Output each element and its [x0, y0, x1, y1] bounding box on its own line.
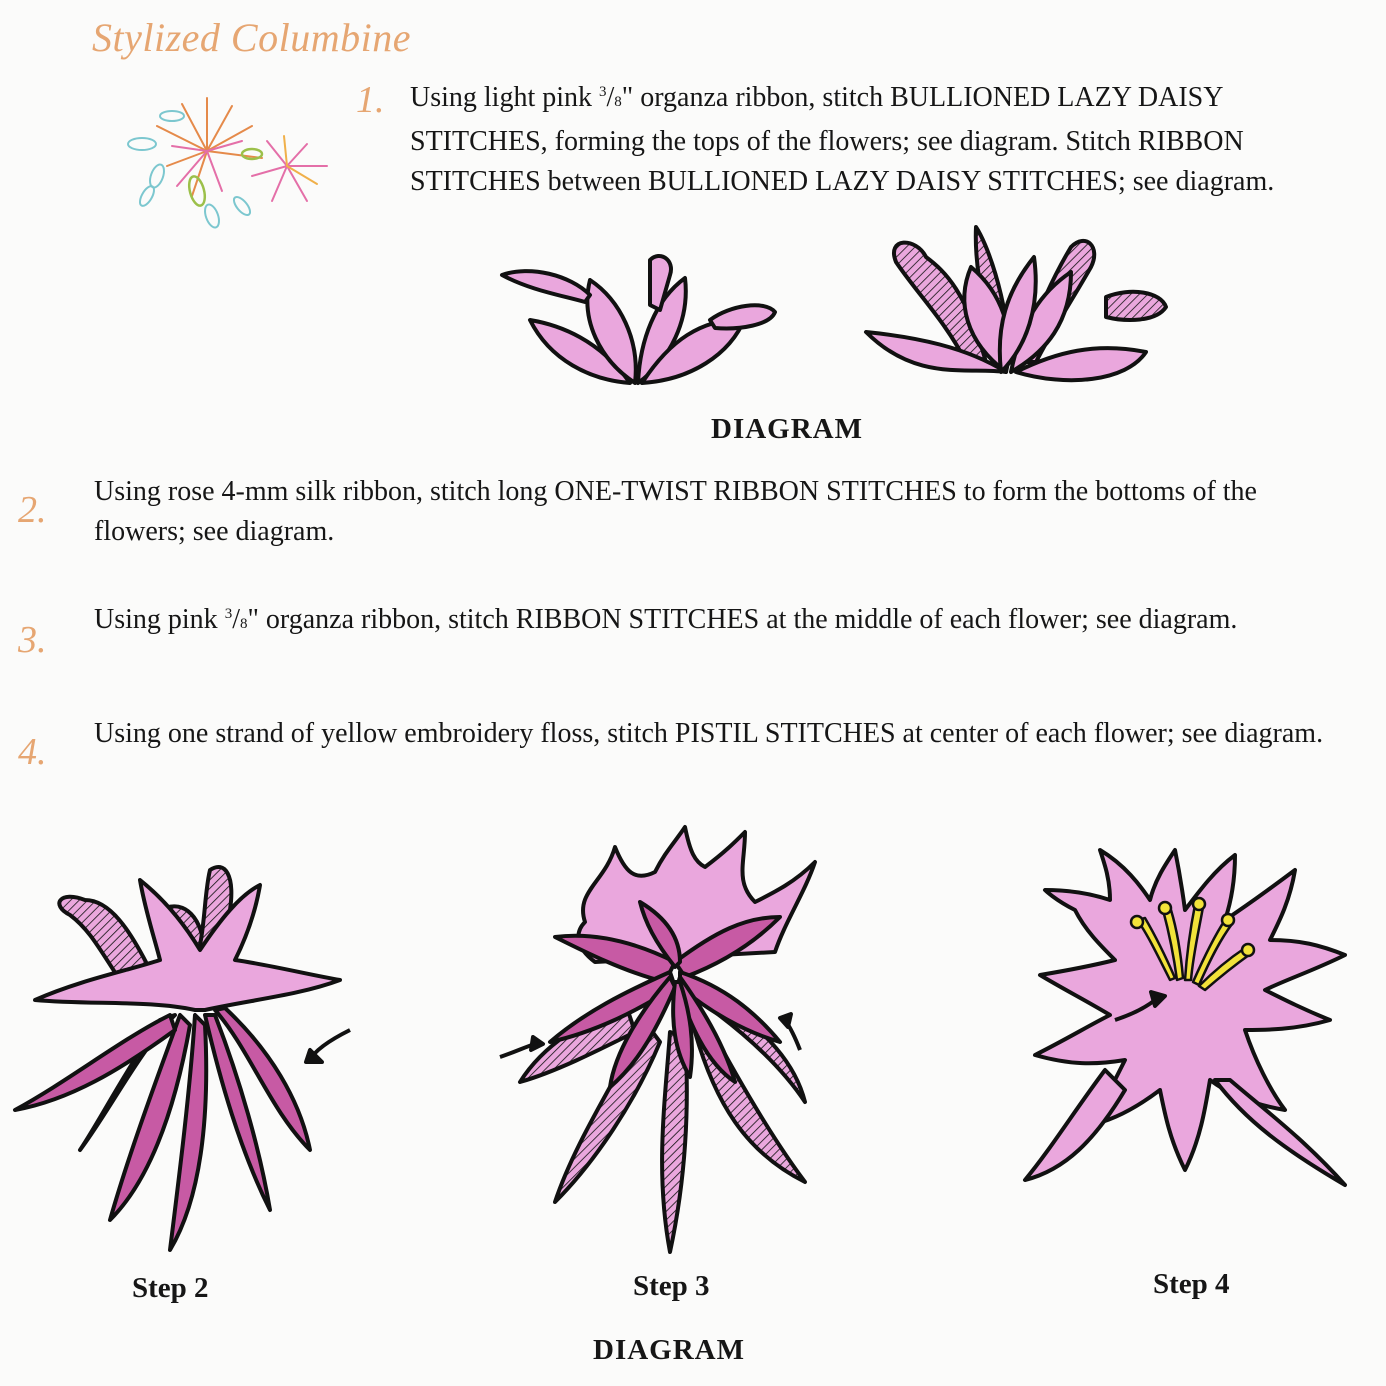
step-1-text: Using light pink $^3$/8" organza ribbon, stitch BULLIONED LAZY DAISY STITCHES, forming the tops of the flowers; see diagram. Stitch RIBBON STITCHES between BULLIONED LAZY DAISY STITCHES; see diagram.	[410, 82, 1275, 197]
step-3-number: 3.	[18, 619, 47, 661]
step-4-text: Using one strand of yellow embroidery floss, stitch PISTIL STITCHES at center of each flower; see diagram.	[94, 718, 1324, 749]
step-2-flower-figure	[10, 850, 370, 1260]
step-1-number: 1.	[356, 79, 385, 121]
step-4-flower-figure	[1015, 840, 1360, 1200]
step-3-text: Using pink $^3$/8" organza ribbon, stitch RIBBON STITCHES at the middle of each flower; see diagram.	[94, 604, 1238, 635]
page-title: Stylized Columbine	[92, 15, 411, 60]
caption-step-3: Step 3	[633, 1270, 710, 1302]
columbine-thumbnail-illustration	[112, 96, 344, 244]
step-2-text: Using rose 4-mm silk ribbon, stitch long ONE-TWIST RIBBON STITCHES to form the bottoms of the flowers; see diagram.	[94, 476, 1257, 547]
step-2-number: 2.	[18, 489, 47, 531]
step-3-flower-figure	[495, 822, 855, 1262]
diagram-label-bottom: DIAGRAM	[593, 1334, 745, 1366]
step-4-number: 4.	[18, 731, 47, 773]
caption-step-2: Step 2	[132, 1272, 209, 1304]
diagram-label-top: DIAGRAM	[711, 413, 863, 445]
caption-step-4: Step 4	[1153, 1268, 1230, 1300]
bullioned-lazy-daisy-figure	[490, 240, 790, 390]
ribbon-stitch-figure	[856, 212, 1176, 397]
